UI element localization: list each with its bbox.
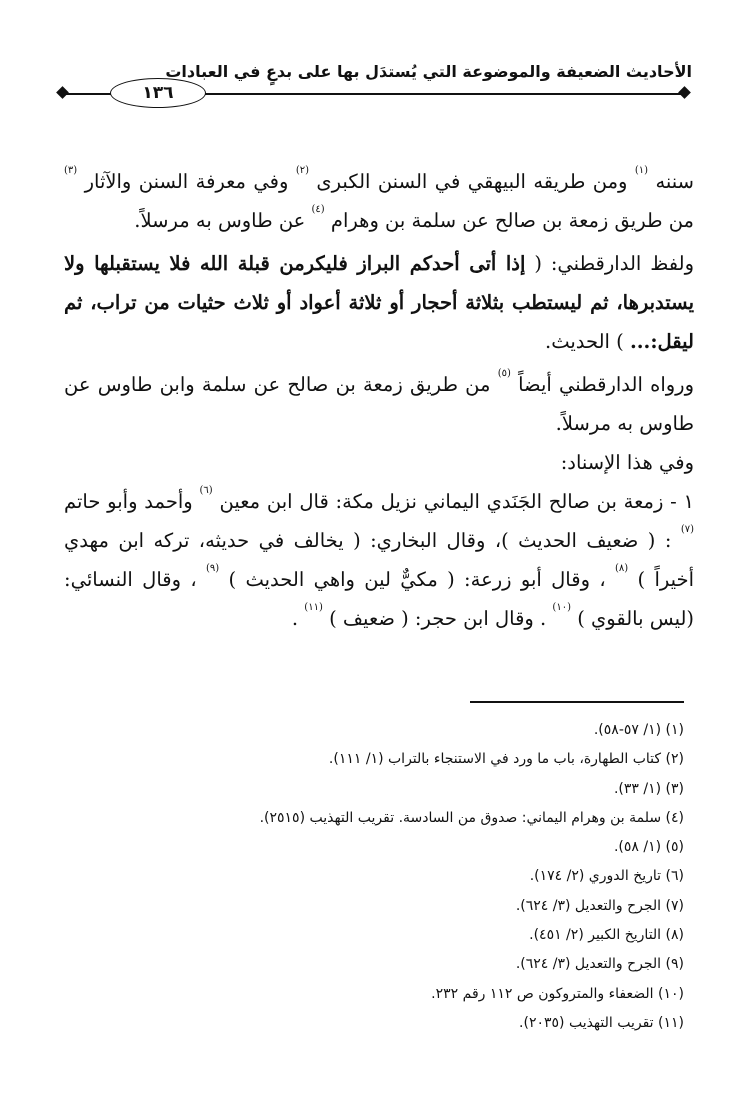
text-run: عن طاوس به مرسلاً. (134, 209, 306, 232)
text-run: ولفظ الدارقطني: ( (534, 252, 694, 275)
footnote-ref[interactable]: (٤) (311, 204, 325, 215)
text-run: ورواه الدارقطني أيضاً (518, 373, 694, 396)
footnote: (٩) الجرح والتعديل (٣/ ٦٢٤). (515, 956, 684, 973)
footnote-ref[interactable]: (١٠) (552, 602, 571, 613)
page-number: ١٣٦ (110, 78, 206, 108)
text-run: ، وقال النسائي: (ليس بالقوي ) (64, 568, 694, 630)
hadith-quote: إذا أتى أحدكم البراز فليكرمن قبلة الله فلا يستقبلها ولا يستدبرها، ثم ليستطب بثلاثة أحجار أو ثلاثة أعواد أو ثلاث حثيات من تراب، ثم ليقل:... (64, 252, 694, 353)
text-run: وفي معرفة السنن والآثار (84, 170, 289, 193)
footnote-ref[interactable]: (٩) (206, 563, 220, 574)
footnote: (٦) تاريخ الدوري (٢/ ١٧٤). (529, 868, 684, 885)
footnote-ref[interactable]: (٢) (295, 165, 309, 176)
footnotes (64, 716, 684, 1038)
footnote-ref[interactable]: (٥) (497, 368, 511, 379)
footnote: (٢) كتاب الطهارة، باب ما ورد في الاستنجاء بالتراب (١/ ١١١). (328, 751, 684, 768)
text-run: سننه (655, 170, 695, 193)
footnote: (١) (١/ ٥٧-٥٨). (593, 722, 684, 738)
footnote: (٨) التاريخ الكبير (٢/ ٤٥١). (529, 927, 684, 944)
paragraph (64, 162, 694, 240)
text-run: من طريق زمعة بن صالح عن سلمة وابن طاوس عن طاوس به مرسلاً. (64, 373, 694, 435)
paragraph (64, 365, 694, 443)
main-text (64, 162, 694, 638)
footnote: (١٠) الضعفاء والمتروكون ص ١١٢ رقم ٢٣٢. (431, 985, 684, 1002)
text-run: . (291, 607, 299, 630)
text-run: من طريق زمعة بن صالح عن سلمة بن وهرام (330, 209, 694, 232)
paragraph (64, 244, 694, 361)
footnote: (٧) الجرح والتعديل (٣/ ٦٢٤). (515, 897, 684, 914)
header-right-diamond-ornament (678, 86, 691, 99)
footnote: (٥) (١/ ٥٨). (613, 839, 684, 856)
footnote: (٣) (١/ ٣٣). (613, 780, 684, 797)
text-run: . وقال ابن حجر: ( ضعيف ) (329, 607, 547, 630)
text-run: ١ - زمعة بن صالح الجَنَدي اليماني نزيل مكة: قال ابن معين (219, 490, 695, 513)
footnote-ref[interactable]: (١١) (304, 602, 323, 613)
text-run: ) الحديث. (545, 330, 624, 353)
paragraph (64, 482, 694, 638)
running-header-title: الأحاديث الضعيفة والموضوعة التي يُستدَل بها على بدعٍ في العبادات (165, 62, 692, 81)
header-left-diamond-ornament (56, 86, 69, 99)
footnote-ref[interactable]: (٦) (199, 485, 213, 496)
paragraph (64, 443, 694, 482)
footnote-ref[interactable]: (٣) (64, 165, 78, 176)
text-run: : ( ضعيف الحديث )، وقال البخاري: ( يخالف في حديثه، تركه ابن مهدي أخيراً ) (64, 529, 694, 591)
text-run: ومن طريقه البيهقي في السنن الكبرى (316, 170, 628, 193)
text-run: ، وقال أبو زرعة: ( مكيٌّ لين واهي الحديث ) (228, 568, 606, 591)
text-run: وأحمد وأبو حاتم (64, 490, 193, 513)
footnote-ref[interactable]: (١) (634, 165, 649, 176)
footnote-ref[interactable]: (٨) (614, 563, 629, 574)
footnote-ref[interactable]: (٧) (680, 524, 694, 535)
footnote-separator (470, 701, 684, 703)
footnote: (٤) سلمة بن وهرام اليماني: صدوق من السادسة. تقريب التهذيب (٢٥١٥). (259, 809, 684, 826)
section-lead: وفي هذا الإسناد: (560, 451, 694, 474)
footnote: (١١) تقريب التهذيب (٢٠٣٥). (519, 1014, 684, 1031)
